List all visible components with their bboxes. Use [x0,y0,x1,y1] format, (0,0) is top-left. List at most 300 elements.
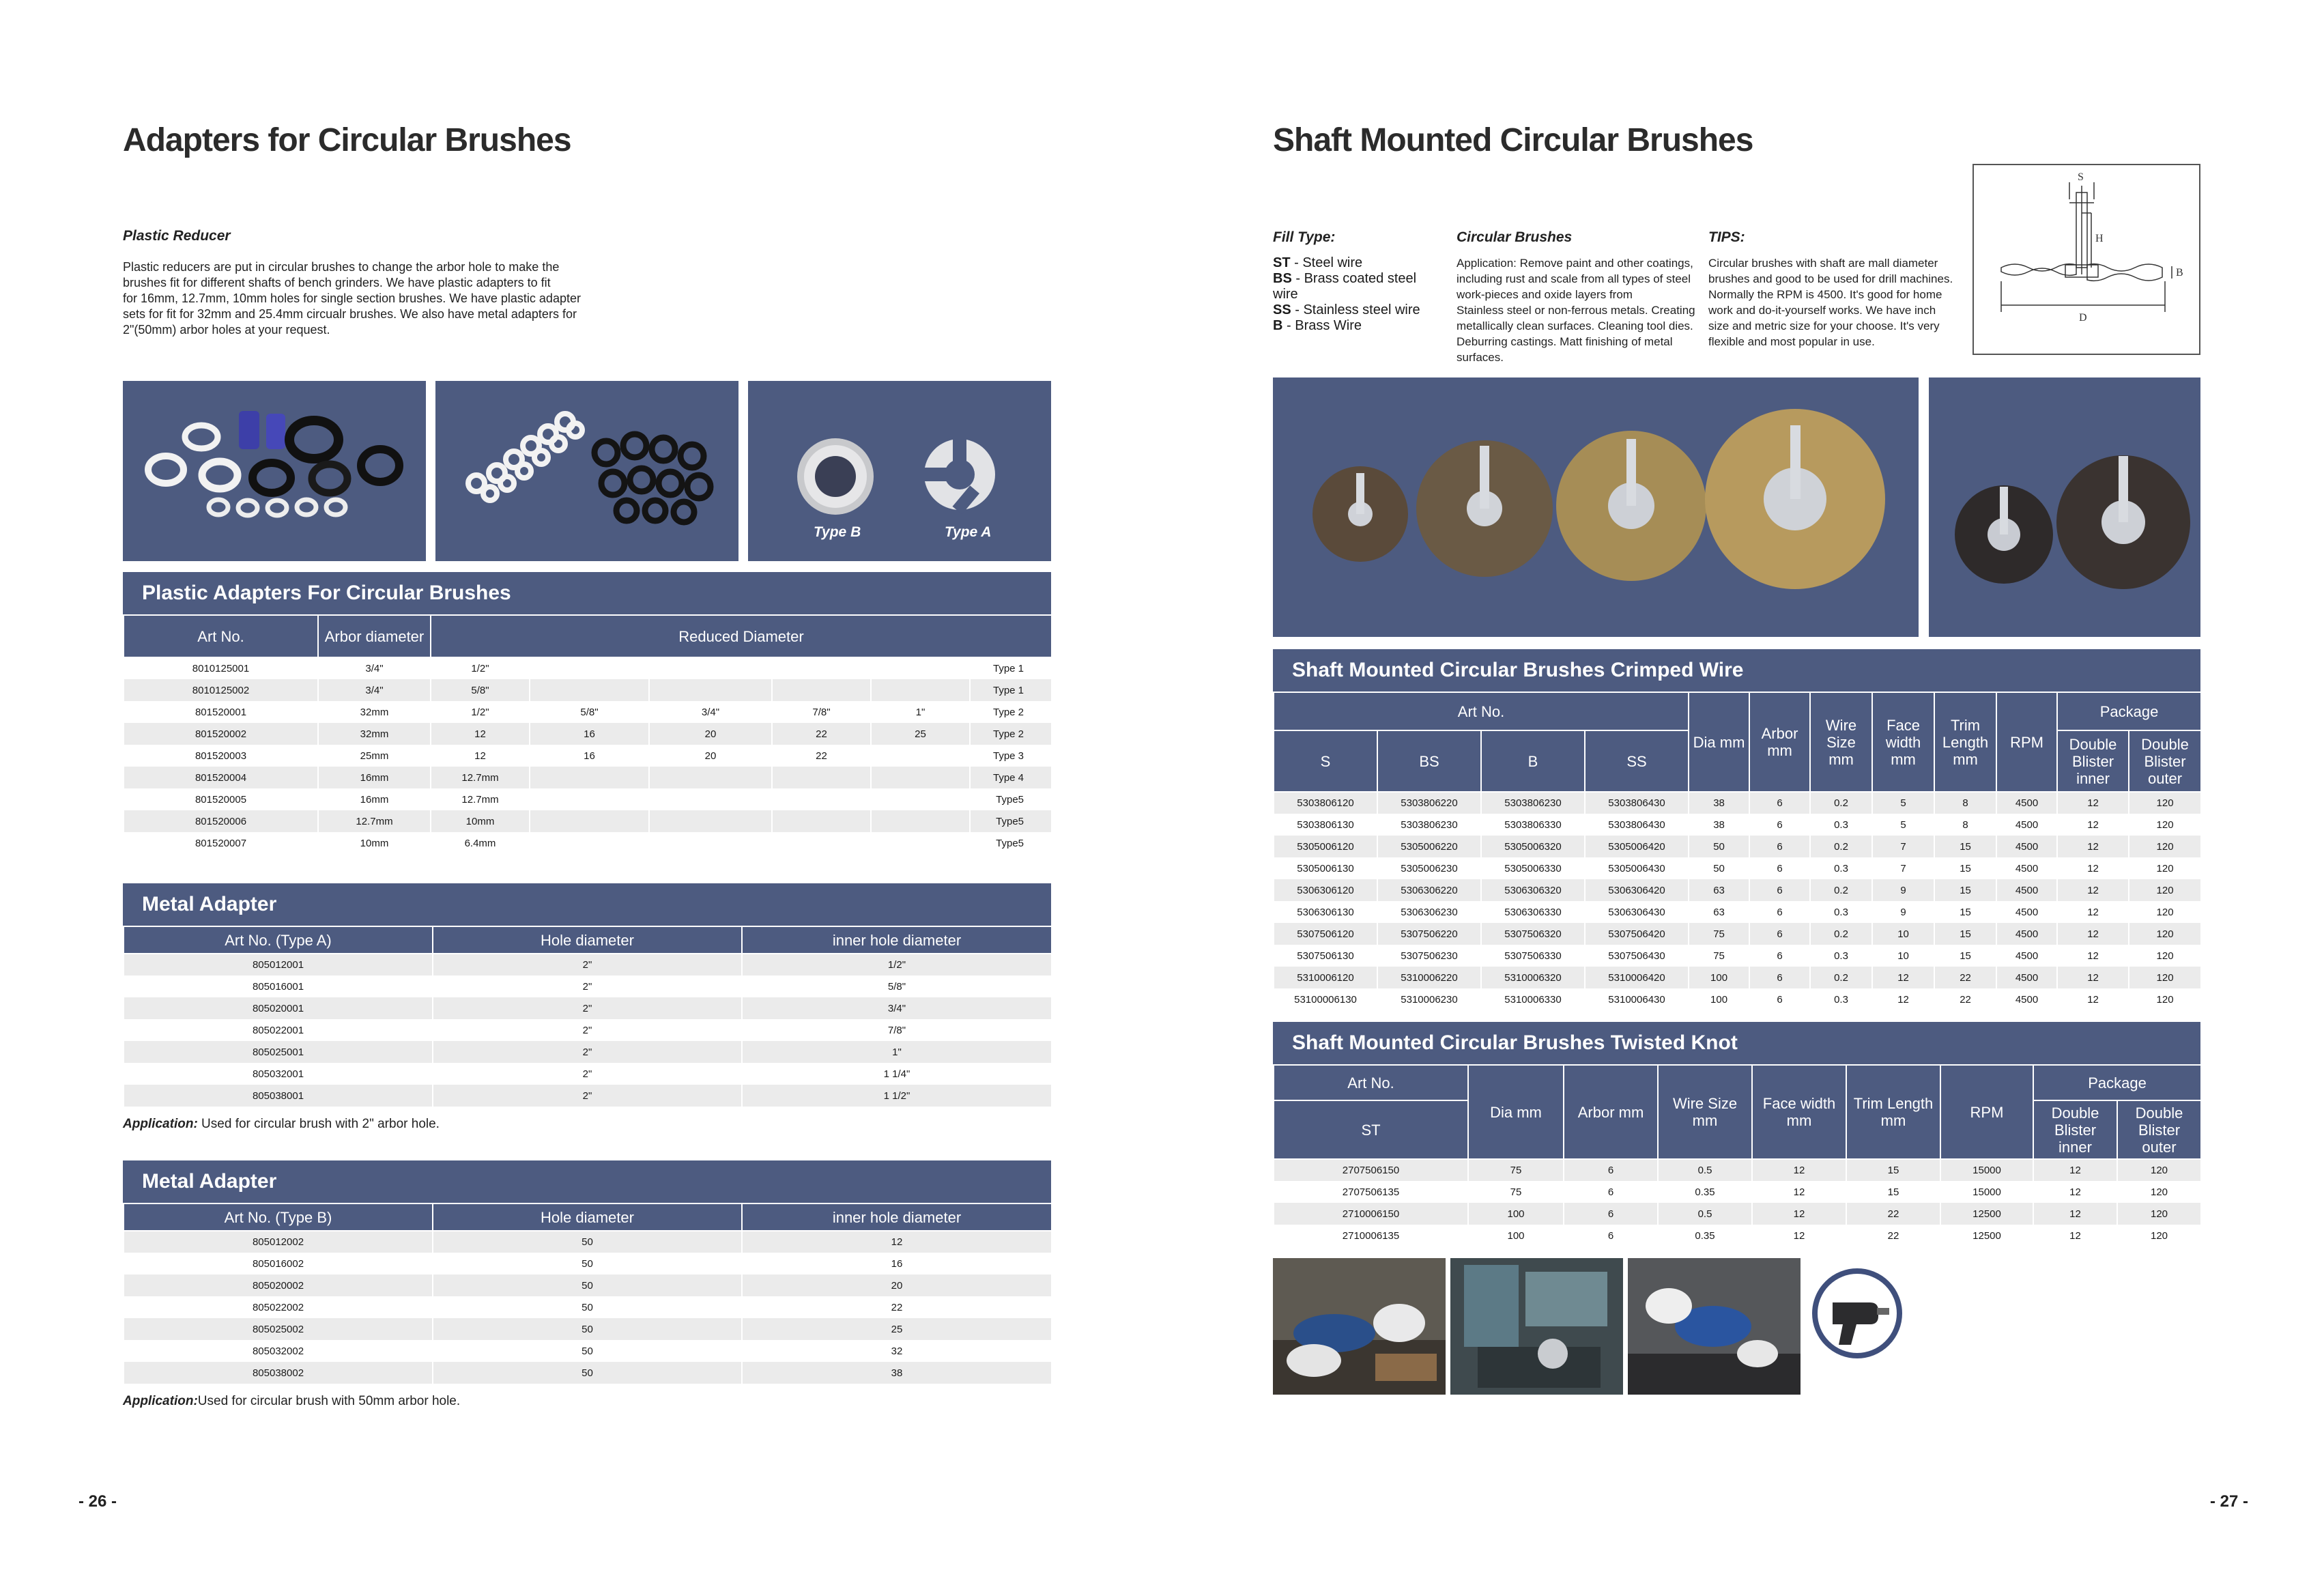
table-cell: 32mm [318,723,431,745]
table-cell: 50 [433,1253,742,1274]
table-cell: 12 [2057,901,2129,923]
table-cell: 120 [2117,1159,2201,1181]
table-cell: 2" [433,1063,742,1085]
column-header-arbor: Arbor mm [1564,1065,1658,1159]
table-row [124,1019,1052,1041]
table-cell: 5305006420 [1585,836,1689,857]
table-cell: 20 [649,745,772,767]
table-cell: 7 [1872,836,1934,857]
table-cell: 1/2" [431,657,530,679]
table-cell: 8 [1934,792,1996,814]
table-cell: 5306306130 [1274,901,1377,923]
crimped-wire-title: Shaft Mounted Circular Brushes Crimped Wire [1273,649,2200,692]
table-cell: 0.35 [1658,1225,1752,1246]
table-cell: 5303806220 [1377,792,1481,814]
table-cell: 12 [2057,857,2129,879]
table-cell: 2710006150 [1274,1203,1468,1225]
table-cell: 10 [1872,923,1934,945]
table-cell: 1" [742,1041,1052,1063]
table-cell: 3/4" [649,701,772,723]
table-cell: 12 [431,745,530,767]
table-cell: 22 [742,1296,1052,1318]
table-cell: 12 [2057,879,2129,901]
table-row [124,657,1052,679]
text-line: Application: Remove paint and other coatings, [1457,257,1693,270]
table-row [124,1340,1052,1362]
table-cell: 6 [1564,1225,1658,1246]
table-cell: 63 [1689,901,1749,923]
table-cell: 5306306430 [1585,901,1689,923]
table-cell [649,657,772,679]
table-cell [772,679,871,701]
table-cell: 6 [1749,857,1810,879]
column-header-wire-size: Wire Size mm [1658,1065,1752,1159]
table-cell: 6 [1749,814,1810,836]
table-cell: 805022002 [124,1296,433,1318]
fill-code: BS [1273,271,1292,286]
table-row [124,975,1052,997]
table-cell: 38 [1689,792,1749,814]
twisted-knot-table [1273,1064,2202,1246]
table-cell: 22 [772,723,871,745]
column-header-art-no: Art No. [1274,692,1689,730]
table-cell [772,657,871,679]
table-cell: 12500 [1940,1225,2033,1246]
column-header-ss: SS [1585,730,1689,792]
table-row [124,810,1052,832]
table-cell: 6 [1749,967,1810,988]
table-cell: 5310006430 [1585,988,1689,1010]
table-cell: 50 [433,1231,742,1253]
table-cell: 805032002 [124,1340,433,1362]
table-cell: 4500 [1996,901,2057,923]
circular-brushes-text [1457,255,1695,365]
table-cell: 2" [433,954,742,975]
table-cell: 5307506330 [1481,945,1585,967]
table-cell: 5/8" [431,679,530,701]
metal-adapter-a-application [123,1117,440,1132]
table-cell: 5307506320 [1481,923,1585,945]
table-cell: 6 [1749,988,1810,1010]
right-page-title: Shaft Mounted Circular Brushes [1273,122,1753,158]
brush-dimension-diagram [1972,164,2200,355]
table-cell: 5306306420 [1585,879,1689,901]
table-cell: 8010125001 [124,657,318,679]
circular-brushes-label: Circular Brushes [1457,229,1573,245]
table-cell [772,767,871,788]
crimped-wire-brushes-photo [1273,377,1919,637]
text-line: brushes and good to be used for drill machines. [1708,272,1953,285]
column-header-package: Package [2033,1065,2201,1100]
fill-type-item [1273,255,1444,271]
table-cell: 12 [742,1231,1052,1253]
fill-code: ST [1273,255,1291,270]
table-cell: 5303806130 [1274,814,1377,836]
table-cell: 6 [1564,1203,1658,1225]
table-row [1274,1159,2201,1181]
table-cell: 0.2 [1810,967,1872,988]
metal-adapters-photo [748,381,1051,561]
table-cell: 805016001 [124,975,433,997]
table-cell: 16mm [318,767,431,788]
table-cell: 4500 [1996,945,2057,967]
table-row [124,954,1052,975]
table-cell: 5305006230 [1377,857,1481,879]
table-cell: 5310006320 [1481,967,1585,988]
twisted-knot-section [1273,1022,2200,1246]
table-cell: 9 [1872,901,1934,923]
fill-code: B [1273,318,1283,333]
table-cell [649,788,772,810]
table-cell: 6 [1749,836,1810,857]
tips-label: TIPS: [1708,229,1745,245]
table-cell: Type 1 [970,657,1052,679]
table-cell: 5307506430 [1585,945,1689,967]
table-cell: 63 [1689,879,1749,901]
table-cell: 120 [2117,1181,2201,1203]
table-cell: 805020001 [124,997,433,1019]
type-a-caption: Type A [945,524,992,540]
table-row [124,832,1052,854]
table-cell [871,810,970,832]
column-header-dia: Dia mm [1468,1065,1564,1159]
table-row [124,997,1052,1019]
text-line: including rust and scale from all types of steel [1457,272,1691,285]
table-cell: 5307506230 [1377,945,1481,967]
metal-adapter-b-application [123,1394,460,1409]
column-header-art-no: Art No. [124,615,318,657]
table-cell: 12 [2057,967,2129,988]
table-cell: 7/8" [742,1019,1052,1041]
table-cell: 100 [1468,1203,1564,1225]
table-row [1274,945,2201,967]
table-row [124,1085,1052,1107]
drill-icon [1809,1268,1906,1358]
twisted-knot-brushes-photo [1929,377,2200,637]
description-line: 2"(50mm) arbor holes at your request. [123,323,330,337]
table-cell: 75 [1689,923,1749,945]
table-cell: 2" [433,975,742,997]
text-line: work-pieces and oxide layers from [1457,288,1633,301]
application-photo-1 [1273,1258,1446,1395]
column-header-s: S [1274,730,1377,792]
table-row [1274,988,2201,1010]
page-number-left: - 26 - [78,1492,117,1511]
table-cell: 15 [1846,1181,1940,1203]
table-cell: Type 2 [970,701,1052,723]
table-cell: 2710006135 [1274,1225,1468,1246]
table-cell: 801520005 [124,788,318,810]
table-cell: 5303806230 [1481,792,1585,814]
column-header-hole-diameter: Hole diameter [433,1203,742,1231]
table-cell: 4500 [1996,814,2057,836]
table-cell: 8 [1934,814,1996,836]
table-cell: 22 [1846,1203,1940,1225]
crimped-wire-section [1273,649,2200,1010]
table-cell: 12 [1752,1225,1846,1246]
plastic-adapters-title: Plastic Adapters For Circular Brushes [123,572,1051,614]
table-cell: 15000 [1940,1159,2033,1181]
table-cell: 805016002 [124,1253,433,1274]
table-row [1274,879,2201,901]
table-cell: 12 [431,723,530,745]
column-header-arbor: Arbor mm [1749,692,1810,792]
table-row [1274,1181,2201,1203]
table-cell: 12 [2057,814,2129,836]
table-cell: 50 [433,1318,742,1340]
table-cell: 5/8" [530,701,649,723]
table-cell: 6 [1749,945,1810,967]
table-cell: 2707506150 [1274,1159,1468,1181]
text-line: surfaces. [1457,351,1504,364]
table-cell: 4500 [1996,967,2057,988]
column-header-b: B [1481,730,1585,792]
table-cell: 38 [742,1362,1052,1384]
table-row [124,745,1052,767]
table-cell: 6 [1749,901,1810,923]
table-cell: 4500 [1996,879,2057,901]
table-cell: 5303806120 [1274,792,1377,814]
text-line: size and metric size for your choose. It's very [1708,319,1940,332]
table-cell: 15 [1934,945,1996,967]
fill-type-list [1273,255,1444,334]
table-cell: 38 [1689,814,1749,836]
table-cell: 5303806330 [1481,814,1585,836]
table-cell: 16mm [318,788,431,810]
application-photo-2 [1450,1258,1623,1395]
table-cell: 1/2" [431,701,530,723]
table-cell [871,832,970,854]
metal-adapter-b-table [123,1203,1052,1384]
table-cell: 805012001 [124,954,433,975]
fill-code: SS [1273,302,1291,317]
table-row [1274,814,2201,836]
fill-text: - Steel wire [1290,255,1363,270]
column-header-double-blister-inner: Double Blister inner [2057,730,2129,792]
table-cell: 4500 [1996,988,2057,1010]
text-line: metallically clean surfaces. Cleaning tool dies. [1457,319,1693,332]
table-cell: 0.35 [1658,1181,1752,1203]
table-cell [530,767,649,788]
table-cell: 12 [2057,945,2129,967]
twisted-knot-title: Shaft Mounted Circular Brushes Twisted Knot [1273,1022,2200,1064]
table-cell: 5306306120 [1274,879,1377,901]
table-cell [530,679,649,701]
table-row [124,788,1052,810]
table-cell: 15 [1934,879,1996,901]
table-cell [772,832,871,854]
table-cell: 50 [1689,857,1749,879]
table-cell: 5305006430 [1585,857,1689,879]
table-cell: 12.7mm [431,788,530,810]
fill-text: - Brass Wire [1282,318,1362,333]
table-row [124,1041,1052,1063]
column-header-dia: Dia mm [1689,692,1749,792]
column-header-trim-length: Trim Length mm [1846,1065,1940,1159]
table-cell: 5307506120 [1274,923,1377,945]
table-cell: 120 [2129,879,2201,901]
table-cell: 5306306220 [1377,879,1481,901]
table-cell: 50 [433,1274,742,1296]
table-row [1274,836,2201,857]
metal-adapter-b-title: Metal Adapter [123,1160,1051,1203]
table-cell: 0.5 [1658,1159,1752,1181]
table-cell: 10mm [318,832,431,854]
table-cell: 120 [2129,857,2201,879]
table-cell [871,679,970,701]
plastic-adapters-rows [124,657,1052,854]
table-cell: 120 [2129,988,2201,1010]
metal-adapter-a-section [123,883,1051,1107]
table-row [124,1063,1052,1085]
fill-type-item [1273,318,1444,334]
table-cell: 9 [1872,879,1934,901]
table-row [1274,857,2201,879]
column-header-art-no-type-a: Art No. (Type A) [124,926,433,954]
table-cell: 50 [433,1340,742,1362]
table-cell: 22 [772,745,871,767]
table-cell: 1 1/2" [742,1085,1052,1107]
crimped-wire-rows [1274,792,2201,1010]
table-row [124,1274,1052,1296]
table-cell: 22 [1934,988,1996,1010]
table-cell: 120 [2129,792,2201,814]
tips-text [1708,255,1954,350]
column-header-double-blister-outer: Double Blister outer [2129,730,2201,792]
table-cell: 5303806430 [1585,792,1689,814]
table-cell: 5310006330 [1481,988,1585,1010]
dimension-label-h: H [2095,233,2104,244]
table-cell [649,832,772,854]
table-cell: Type 1 [970,679,1052,701]
table-row [1274,792,2201,814]
table-cell: 5307506220 [1377,923,1481,945]
table-cell [772,788,871,810]
table-cell: 2707506135 [1274,1181,1468,1203]
table-cell: 100 [1689,988,1749,1010]
circular-brushes-block [1457,229,1695,365]
table-row [124,1296,1052,1318]
application-text: Used for circular brush with 50mm arbor hole. [197,1394,461,1408]
table-cell: 15 [1846,1159,1940,1181]
column-header-inner-hole-diameter: inner hole diameter [742,926,1052,954]
table-cell: 32 [742,1340,1052,1362]
table-cell: 25 [871,723,970,745]
table-cell: 75 [1689,945,1749,967]
table-cell: 0.3 [1810,945,1872,967]
column-header-double-blister-outer: Double Blister outer [2117,1100,2201,1159]
twisted-knot-rows [1274,1159,2201,1246]
table-cell: 12 [2033,1203,2117,1225]
table-cell: 5/8" [742,975,1052,997]
table-cell: 801520006 [124,810,318,832]
text-line: Circular brushes with shaft are mall diameter [1708,257,1938,270]
table-cell: 2" [433,1041,742,1063]
type-b-caption: Type B [814,524,861,540]
table-cell: 5 [1872,792,1934,814]
table-row [1274,1203,2201,1225]
table-cell: 3/4" [318,657,431,679]
table-cell: 15000 [1940,1181,2033,1203]
table-cell: 801520002 [124,723,318,745]
table-row [1274,901,2201,923]
table-cell: Type 2 [970,723,1052,745]
table-cell: 5310006220 [1377,967,1481,988]
table-cell: 12 [1752,1181,1846,1203]
table-row [1274,967,2201,988]
table-cell: 6 [1749,923,1810,945]
table-cell: 805038002 [124,1362,433,1384]
text-line: Deburring castings. Matt finishing of metal [1457,335,1673,348]
table-cell: 16 [530,745,649,767]
fill-type-item [1273,302,1444,318]
text-line: flexible and most popular in use. [1708,335,1875,348]
table-cell: 5307506130 [1274,945,1377,967]
table-cell: 53100006130 [1274,988,1377,1010]
table-cell: 6 [1749,879,1810,901]
table-cell: 5305006130 [1274,857,1377,879]
table-row [124,723,1052,745]
table-cell: 100 [1468,1225,1564,1246]
text-line: Normally the RPM is 4500. It's good for home [1708,288,1942,301]
table-cell: 32mm [318,701,431,723]
table-cell: Type 4 [970,767,1052,788]
table-cell: 12500 [1940,1203,2033,1225]
table-cell: 5 [1872,814,1934,836]
table-cell: 801520003 [124,745,318,767]
table-cell: 50 [1689,836,1749,857]
table-cell [649,810,772,832]
table-cell: 12 [2033,1159,2117,1181]
table-cell: 120 [2129,901,2201,923]
table-cell [772,810,871,832]
metal-adapter-b-section [123,1160,1051,1384]
table-cell: 801520004 [124,767,318,788]
table-cell: Type 3 [970,745,1052,767]
table-cell: Type5 [970,810,1052,832]
table-cell: 25 [742,1318,1052,1340]
table-cell: 120 [2129,945,2201,967]
metal-adapter-b-rows [124,1231,1052,1384]
table-cell: 1 1/4" [742,1063,1052,1085]
table-cell: 3/4" [742,997,1052,1019]
table-cell: 15 [1934,901,1996,923]
application-photo-3 [1628,1258,1801,1395]
table-cell: 50 [433,1296,742,1318]
column-header-face-width: Face width mm [1752,1065,1846,1159]
table-cell: 5306306320 [1481,879,1585,901]
table-cell: Type5 [970,788,1052,810]
table-cell: 120 [2129,967,2201,988]
column-header-st: ST [1274,1100,1468,1159]
table-cell: 4500 [1996,792,2057,814]
table-cell: 20 [742,1274,1052,1296]
plastic-reducer-label: Plastic Reducer [123,228,231,244]
table-row [1274,1225,2201,1246]
table-cell: 0.5 [1658,1203,1752,1225]
table-cell: 4500 [1996,857,2057,879]
column-header-arbor-diameter: Arbor diameter [318,615,431,657]
table-row [124,1253,1052,1274]
table-cell [530,788,649,810]
table-row [124,767,1052,788]
table-cell: 12 [1752,1203,1846,1225]
table-cell: 75 [1468,1181,1564,1203]
column-header-inner-hole-diameter: inner hole diameter [742,1203,1052,1231]
column-header-bs: BS [1377,730,1481,792]
table-cell: 5310006420 [1585,967,1689,988]
plastic-reducer-description [123,259,614,338]
